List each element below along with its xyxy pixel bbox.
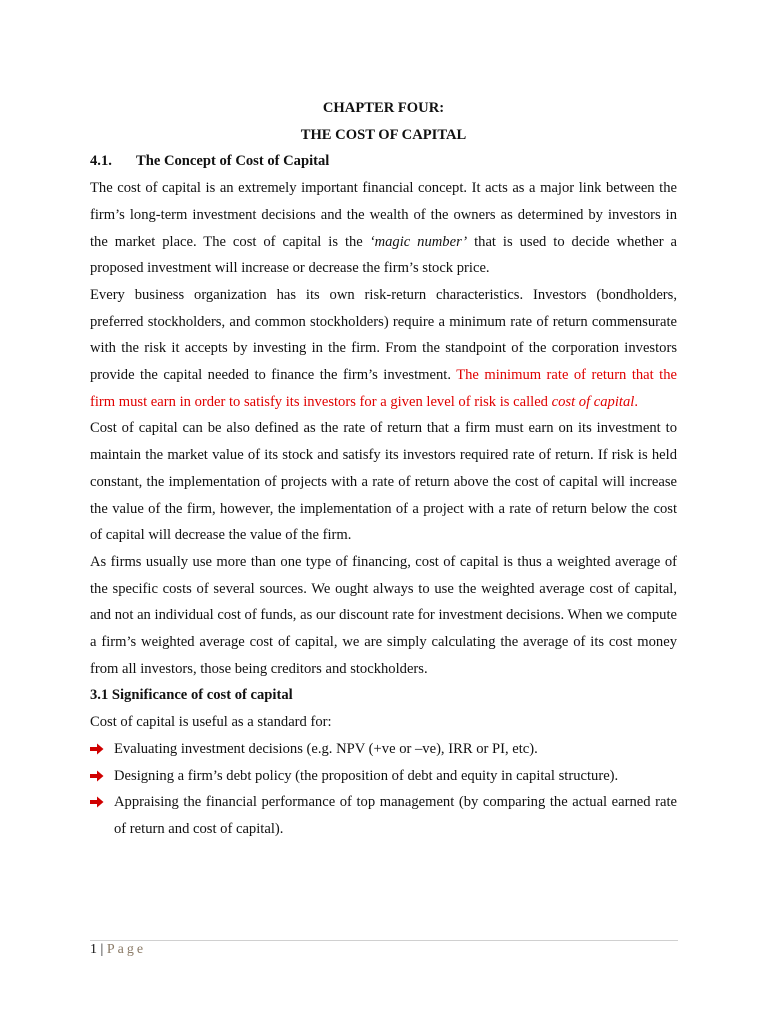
footer-separator: |: [97, 942, 107, 957]
list-item-text: Appraising the financial performance of top management (by comparing the actual earned rate of return and cost of capital).: [114, 794, 677, 837]
red-arrow-bullet-icon: [90, 743, 104, 755]
significance-list: [90, 736, 677, 843]
chapter-title: CHAPTER FOUR:: [322, 100, 445, 116]
red-arrow-bullet-icon: [90, 770, 104, 782]
page-content: [90, 95, 677, 843]
magic-number-emphasis: ‘magic number’: [369, 233, 468, 250]
paragraph-3: Cost of capital can be also defined as the rate of return that a firm must earn on its investment to maintain the market value of its stock and satisfy its investors required rate of return. If risk is held constant, the implementation of projects with a rate of return above the cost of capital will increase the value of the firm, however, the implementation of a project with a rate of return below the cost of capital will decrease the value of the firm.: [90, 420, 677, 544]
list-item: [90, 736, 677, 763]
section-heading-3-1: 3.1 Significance of cost of capital: [90, 687, 293, 704]
footer-divider: [90, 940, 678, 941]
page-footer: [90, 942, 146, 958]
list-item-text: Designing a firm’s debt policy (the proposition of debt and equity in capital structure).: [114, 767, 619, 784]
list-item-text: Evaluating investment decisions (e.g. NPV (+ve or –ve), IRR or PI, etc).: [114, 740, 538, 757]
list-item: [90, 763, 677, 790]
section-title: The Concept of Cost of Capital: [136, 153, 330, 170]
paragraph-2-text: Every business organization has its own risk-return characteristics. Investors (bondholders, preferred stockholders, and common stockholders) require a minimum rate of return commensurate with the risk it accepts by investing in the firm. From the standpoint of the corporation investors provide the capital needed to finance the firm’s investment.: [90, 286, 677, 384]
paragraph-2: [90, 282, 677, 416]
page-number: 1: [90, 942, 97, 957]
paragraph-1: [90, 175, 677, 282]
definition-text: The minimum rate of return that the firm must earn in order to satisfy its investors for a given level of risk is called: [90, 367, 677, 410]
page-label: Page: [106, 942, 147, 957]
section-heading-4-1: [90, 148, 677, 175]
definition-term: cost of capital: [551, 393, 635, 410]
significance-intro: Cost of capital is useful as a standard for:: [90, 714, 332, 731]
section-number: 4.1.: [90, 153, 112, 170]
chapter-subtitle: THE COST OF CAPITAL: [300, 126, 467, 143]
paragraph-1-text-end: that is used to decide whether a proposed investment will increase or decrease the firm’s stock price.: [90, 233, 677, 277]
definition-end: .: [634, 393, 638, 410]
paragraph-4: As firms usually use more than one type of financing, cost of capital is thus a weighted average of the specific costs of several sources. We ought always to use the weighted average cost of capital, and not an individual cost of funds, as our discount rate for investment decisions. When we compute a firm’s weighted average cost of capital, we are simply calculating the average of its cost money from all investors, those being creditors and stockholders.: [90, 553, 677, 677]
red-arrow-bullet-icon: [90, 796, 104, 808]
paragraph-1-text: The cost of capital is an extremely important financial concept. It acts as a major link between the firm’s long-term investment decisions and the wealth of the owners as determined by investors in the market place. The cost of capital is the: [90, 180, 677, 250]
list-item: [90, 789, 677, 842]
